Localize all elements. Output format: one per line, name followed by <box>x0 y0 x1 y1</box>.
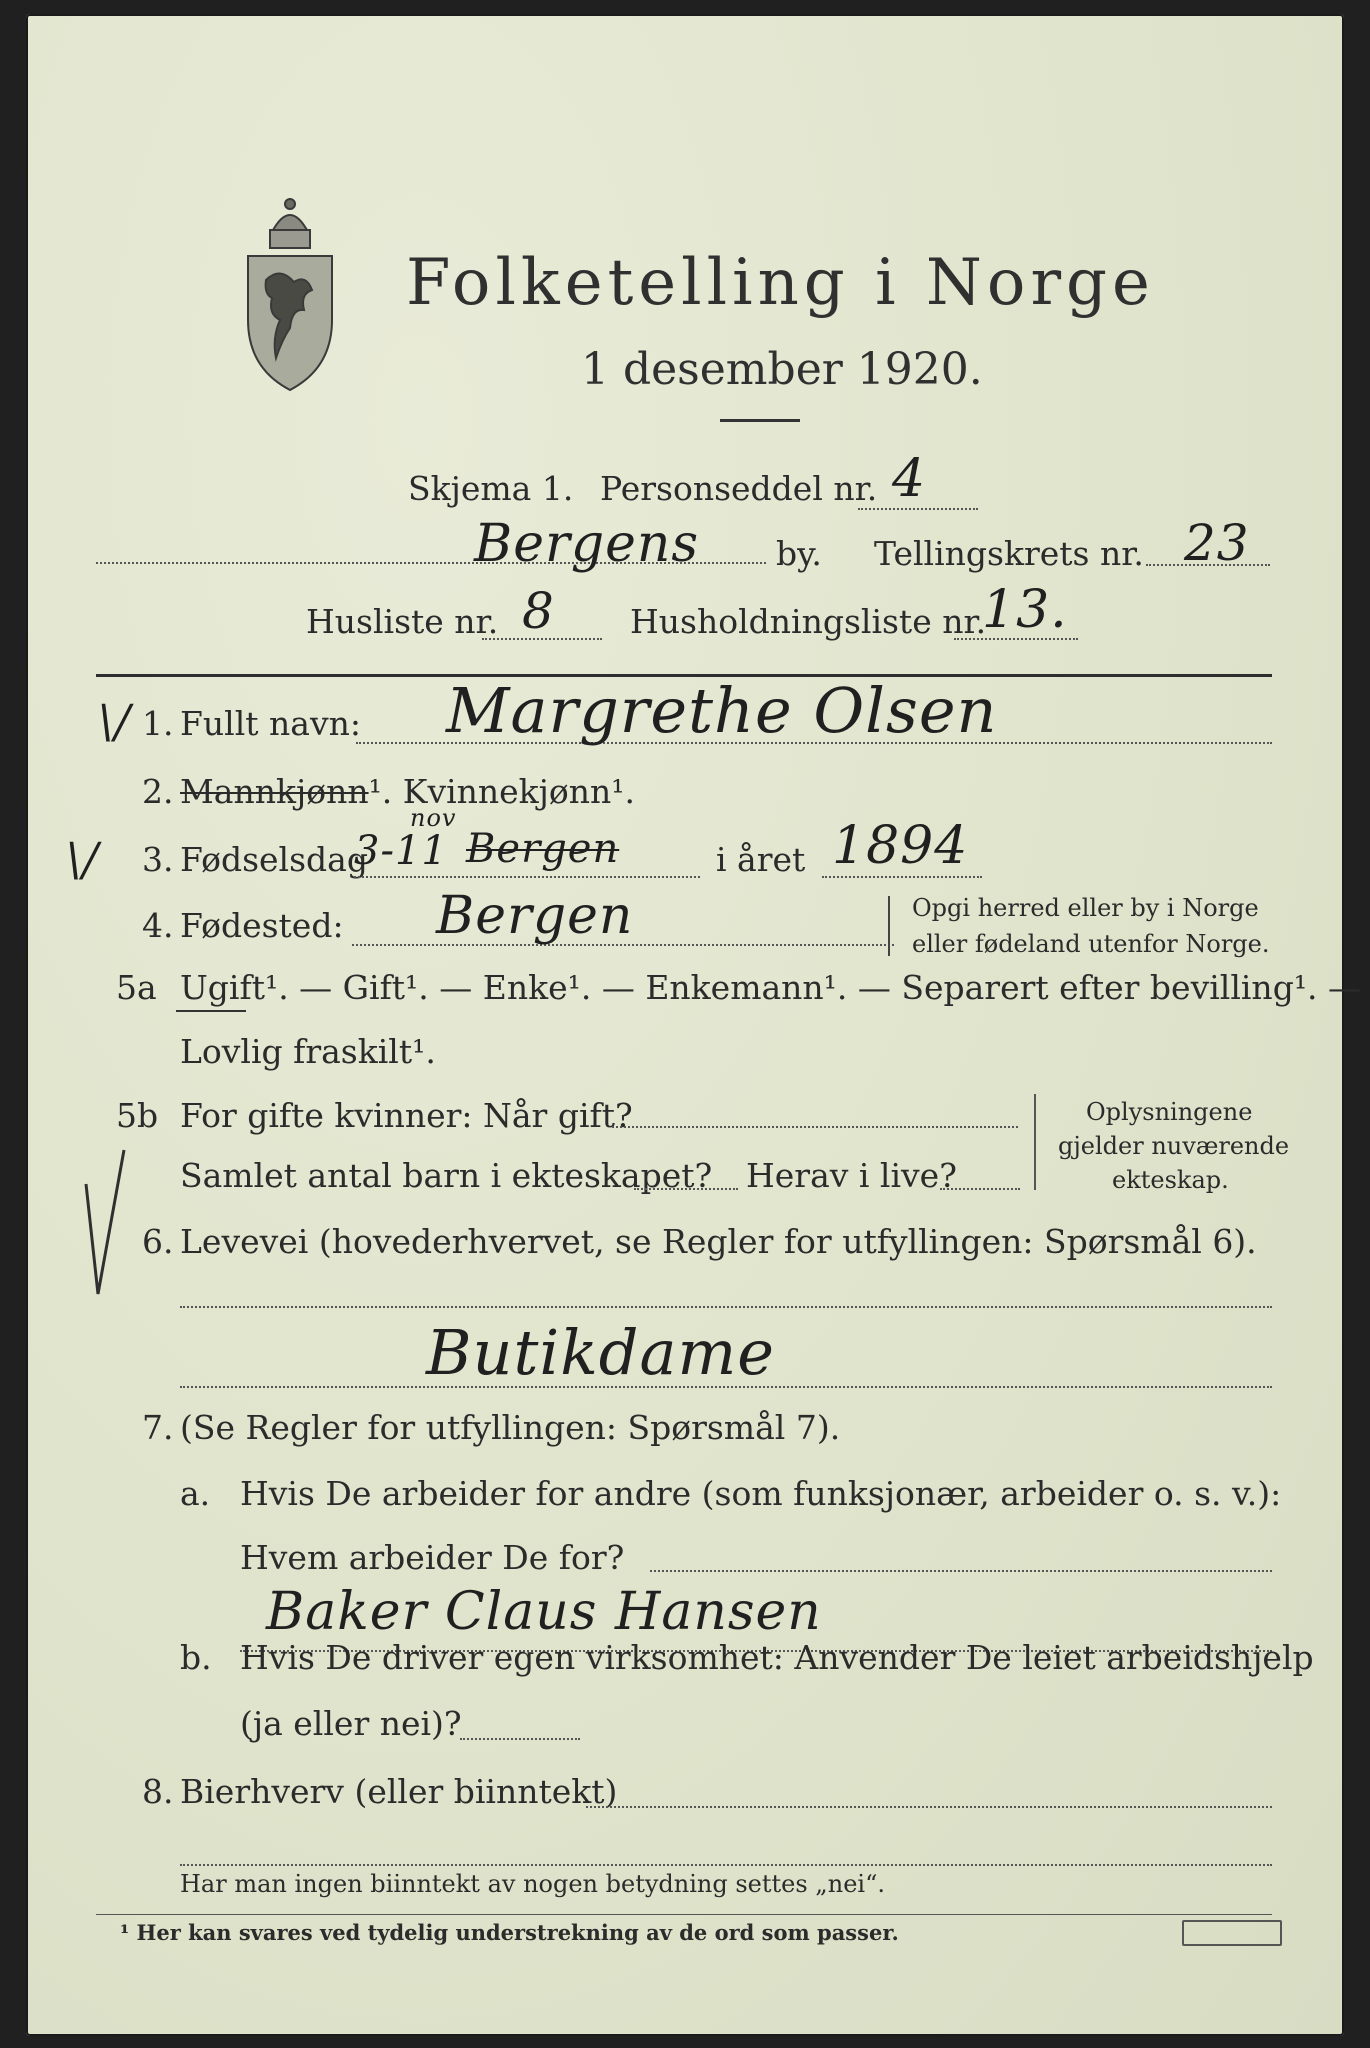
q1-value: Margrethe Olsen <box>446 674 998 747</box>
husholdningsliste-label: Husholdningsliste nr. <box>630 602 987 641</box>
q7b-line1: Hvis De driver egen virksomhet: Anvender De leiet arbeidshjelp <box>240 1638 1314 1677</box>
q5b-note-1: Oplysningene <box>1086 1098 1253 1126</box>
q3-month-above: nov <box>410 804 457 832</box>
q7b-line2: (ja eller nei)? <box>240 1704 462 1743</box>
q5b-bracket <box>1034 1094 1044 1190</box>
bottom-note: Har man ingen biinntekt av nogen betydning settes „nei“. <box>180 1870 885 1898</box>
q4-label: Fødested: <box>180 906 344 945</box>
skjema-label: Skjema 1. <box>408 469 574 508</box>
q7a-line1: Hvis De arbeider for andre (som funksjonær, arbeider o. s. v.): <box>240 1474 1282 1513</box>
q3-struck-value: Bergen <box>466 826 620 872</box>
q6-value: Butikdame <box>426 1316 775 1389</box>
footnote-rule <box>96 1914 1272 1915</box>
q6-line-2 <box>180 1386 1272 1388</box>
title-rule <box>720 419 800 422</box>
q2-number: 2. <box>142 772 174 811</box>
q5b-line1: For gifte kvinner: Når gift? <box>180 1096 633 1135</box>
q5b-gift-line <box>612 1126 1018 1128</box>
q5b-note-2: gjelder nuværende <box>1058 1132 1290 1160</box>
by-label: by. <box>776 534 822 573</box>
q7b-letter: b. <box>180 1638 212 1677</box>
q1-number: 1. <box>142 704 174 743</box>
q4-note-2: eller fødeland utenfor Norge. <box>912 930 1270 958</box>
q4-number: 4. <box>142 906 174 945</box>
footnote: ¹ Her kan svares ved tydelig understrekning av de ord som passer. <box>120 1920 899 1945</box>
q5b-live-line <box>940 1188 1020 1190</box>
tellingskrets-value: 23 <box>1184 514 1250 572</box>
q7-number: 7. <box>142 1408 174 1447</box>
q4-bracket <box>888 896 898 956</box>
q7-label: (Se Regler for utfyllingen: Spørsmål 7). <box>180 1408 841 1447</box>
husholdningsliste-value: 13. <box>982 580 1068 640</box>
husliste-label: Husliste nr. <box>306 602 499 641</box>
q2-mannkjonn-struck: Mannkjønn <box>180 772 369 811</box>
q3-label: Fødselsdag <box>180 840 368 879</box>
q6-line-1 <box>180 1306 1272 1308</box>
q3-year-value: 1894 <box>832 816 969 876</box>
form-title: Folketelling i Norge <box>406 246 1155 320</box>
personseddel-value: 4 <box>892 449 927 509</box>
q7a-value: Baker Claus Hansen <box>266 1582 822 1642</box>
check-mark-3: \/ <box>66 832 99 886</box>
q5a-options-line1: Ugift¹. — Gift¹. — Enke¹. — Enkemann¹. — Separert efter bevilling¹. — <box>180 968 1362 1007</box>
q8-line-2 <box>180 1864 1272 1866</box>
q5a-ugift-underline <box>176 1010 246 1012</box>
q3-year-line <box>822 876 982 878</box>
q7a-line <box>650 1570 1272 1572</box>
q5a-options-line2: Lovlig fraskilt¹. <box>180 1032 436 1071</box>
q5a-number: 5a <box>116 968 157 1007</box>
q5b-number: 5b <box>116 1096 159 1135</box>
personseddel-label: Personseddel nr. <box>600 469 878 508</box>
q7b-line <box>460 1738 580 1740</box>
q3-year-label: i året <box>716 840 806 879</box>
q7a-line2: Hvem arbeider De for? <box>240 1538 625 1577</box>
printer-stamp <box>1182 1920 1282 1946</box>
q5b-barn-line <box>634 1188 738 1190</box>
q2-kvinnekjonn: ¹. Kvinnekjønn¹. <box>368 772 635 811</box>
census-date: 1 desember 1920. <box>581 344 983 395</box>
q8-number: 8. <box>142 1772 174 1811</box>
census-form <box>26 14 1362 2036</box>
q5b-note-3: ekteskap. <box>1112 1166 1229 1194</box>
check-mark-1: \/ <box>98 694 131 748</box>
q7a-letter: a. <box>180 1474 211 1513</box>
q4-value: Bergen <box>436 886 634 946</box>
q2-options <box>180 772 635 811</box>
q1-label: Fullt navn: <box>180 704 361 743</box>
by-value: Bergens <box>474 514 700 574</box>
q6-label: Levevei (hovederhvervet, se Regler for utfyllingen: Spørsmål 6). <box>180 1222 1257 1261</box>
coat-of-arms-icon <box>242 190 338 400</box>
husliste-value: 8 <box>522 582 555 640</box>
q3-line <box>354 876 700 878</box>
q8-label: Bierhverv (eller biinntekt) <box>180 1772 618 1811</box>
tellingskrets-label: Tellingskrets nr. <box>874 534 1144 573</box>
q5b-live-label: Herav i live? <box>746 1156 957 1195</box>
q3-value: 3-11 <box>354 828 448 874</box>
q4-note-1: Opgi herred eller by i Norge <box>912 894 1259 922</box>
q6-number: 6. <box>142 1222 174 1261</box>
q3-number: 3. <box>142 840 174 879</box>
check-mark-6 <box>82 1144 142 1304</box>
q8-line-1 <box>586 1806 1272 1808</box>
q5b-barn-label: Samlet antal barn i ekteskapet? <box>180 1156 713 1195</box>
